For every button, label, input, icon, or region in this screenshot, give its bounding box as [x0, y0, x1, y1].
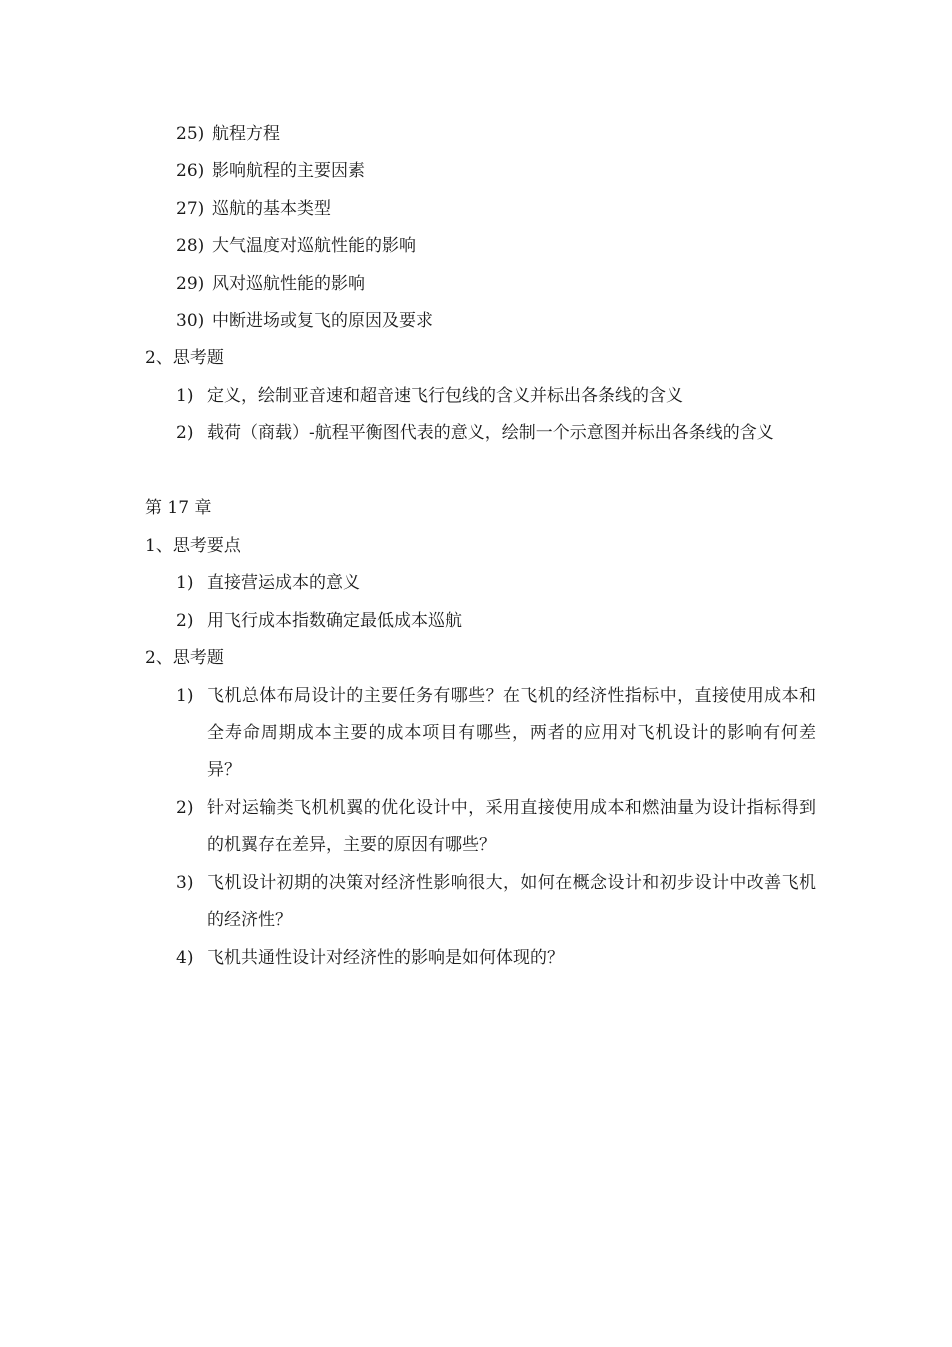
list-item: [176, 572, 360, 594]
item-text: 风对巡航性能的影响: [212, 274, 365, 294]
item-text: 航程方程: [212, 124, 280, 144]
list-item: [176, 273, 365, 295]
question-number: 2): [176, 798, 194, 818]
section-heading: 2、思考题: [145, 648, 224, 668]
item-number: 26): [176, 161, 205, 181]
item-text: 影响航程的主要因素: [212, 161, 365, 181]
question-item: [176, 415, 816, 452]
item-number: 29): [176, 274, 205, 294]
question-number: 4): [176, 948, 194, 968]
list-item: [176, 160, 365, 182]
list-item: [176, 123, 280, 145]
question-number: 3): [176, 873, 194, 893]
list-item: [176, 310, 433, 332]
item-number: 28): [176, 236, 205, 256]
item-text: 中断进场或复飞的原因及要求: [212, 311, 433, 331]
question-text: 飞机设计初期的决策对经济性影响很大，如何在概念设计和初步设计中改善飞机的经济性？: [207, 873, 816, 930]
section-heading: 1、思考要点: [145, 536, 241, 556]
item-number: 25): [176, 124, 205, 144]
item-number: 27): [176, 199, 205, 219]
item-text: 大气温度对巡航性能的影响: [212, 236, 416, 256]
question-item: [176, 940, 816, 977]
question-text: 载荷（商载）-航程平衡图代表的意义，绘制一个示意图并标出各条线的含义: [207, 423, 774, 443]
item-number: 2): [176, 611, 194, 631]
question-item: [176, 678, 816, 789]
question-item: [176, 790, 816, 864]
item-number: 1): [176, 573, 194, 593]
item-number: 30): [176, 311, 205, 331]
item-text: 直接营运成本的意义: [207, 573, 360, 593]
section-heading: 2、思考题: [145, 348, 224, 368]
question-item: [176, 378, 816, 415]
question-number: 2): [176, 423, 194, 443]
question-number: 1): [176, 386, 194, 406]
item-text: 用飞行成本指数确定最低成本巡航: [207, 611, 462, 631]
question-text: 针对运输类飞机机翼的优化设计中，采用直接使用成本和燃油量为设计指标得到的机翼存在差异，主要的原因有哪些？: [207, 798, 816, 855]
list-item: [176, 198, 331, 220]
question-number: 1): [176, 686, 194, 706]
item-text: 巡航的基本类型: [212, 199, 331, 219]
question-text: 飞机总体布局设计的主要任务有哪些？在飞机的经济性指标中，直接使用成本和全寿命周期成本主要的成本项目有哪些，两者的应用对飞机设计的影响有何差异？: [207, 686, 816, 780]
question-item: [176, 865, 816, 939]
list-item: [176, 235, 416, 257]
list-item: [176, 610, 462, 632]
chapter-title: 第 17 章: [145, 498, 212, 518]
question-text: 飞机共通性设计对经济性的影响是如何体现的？: [207, 948, 564, 968]
question-text: 定义，绘制亚音速和超音速飞行包线的含义并标出各条线的含义: [207, 386, 683, 406]
